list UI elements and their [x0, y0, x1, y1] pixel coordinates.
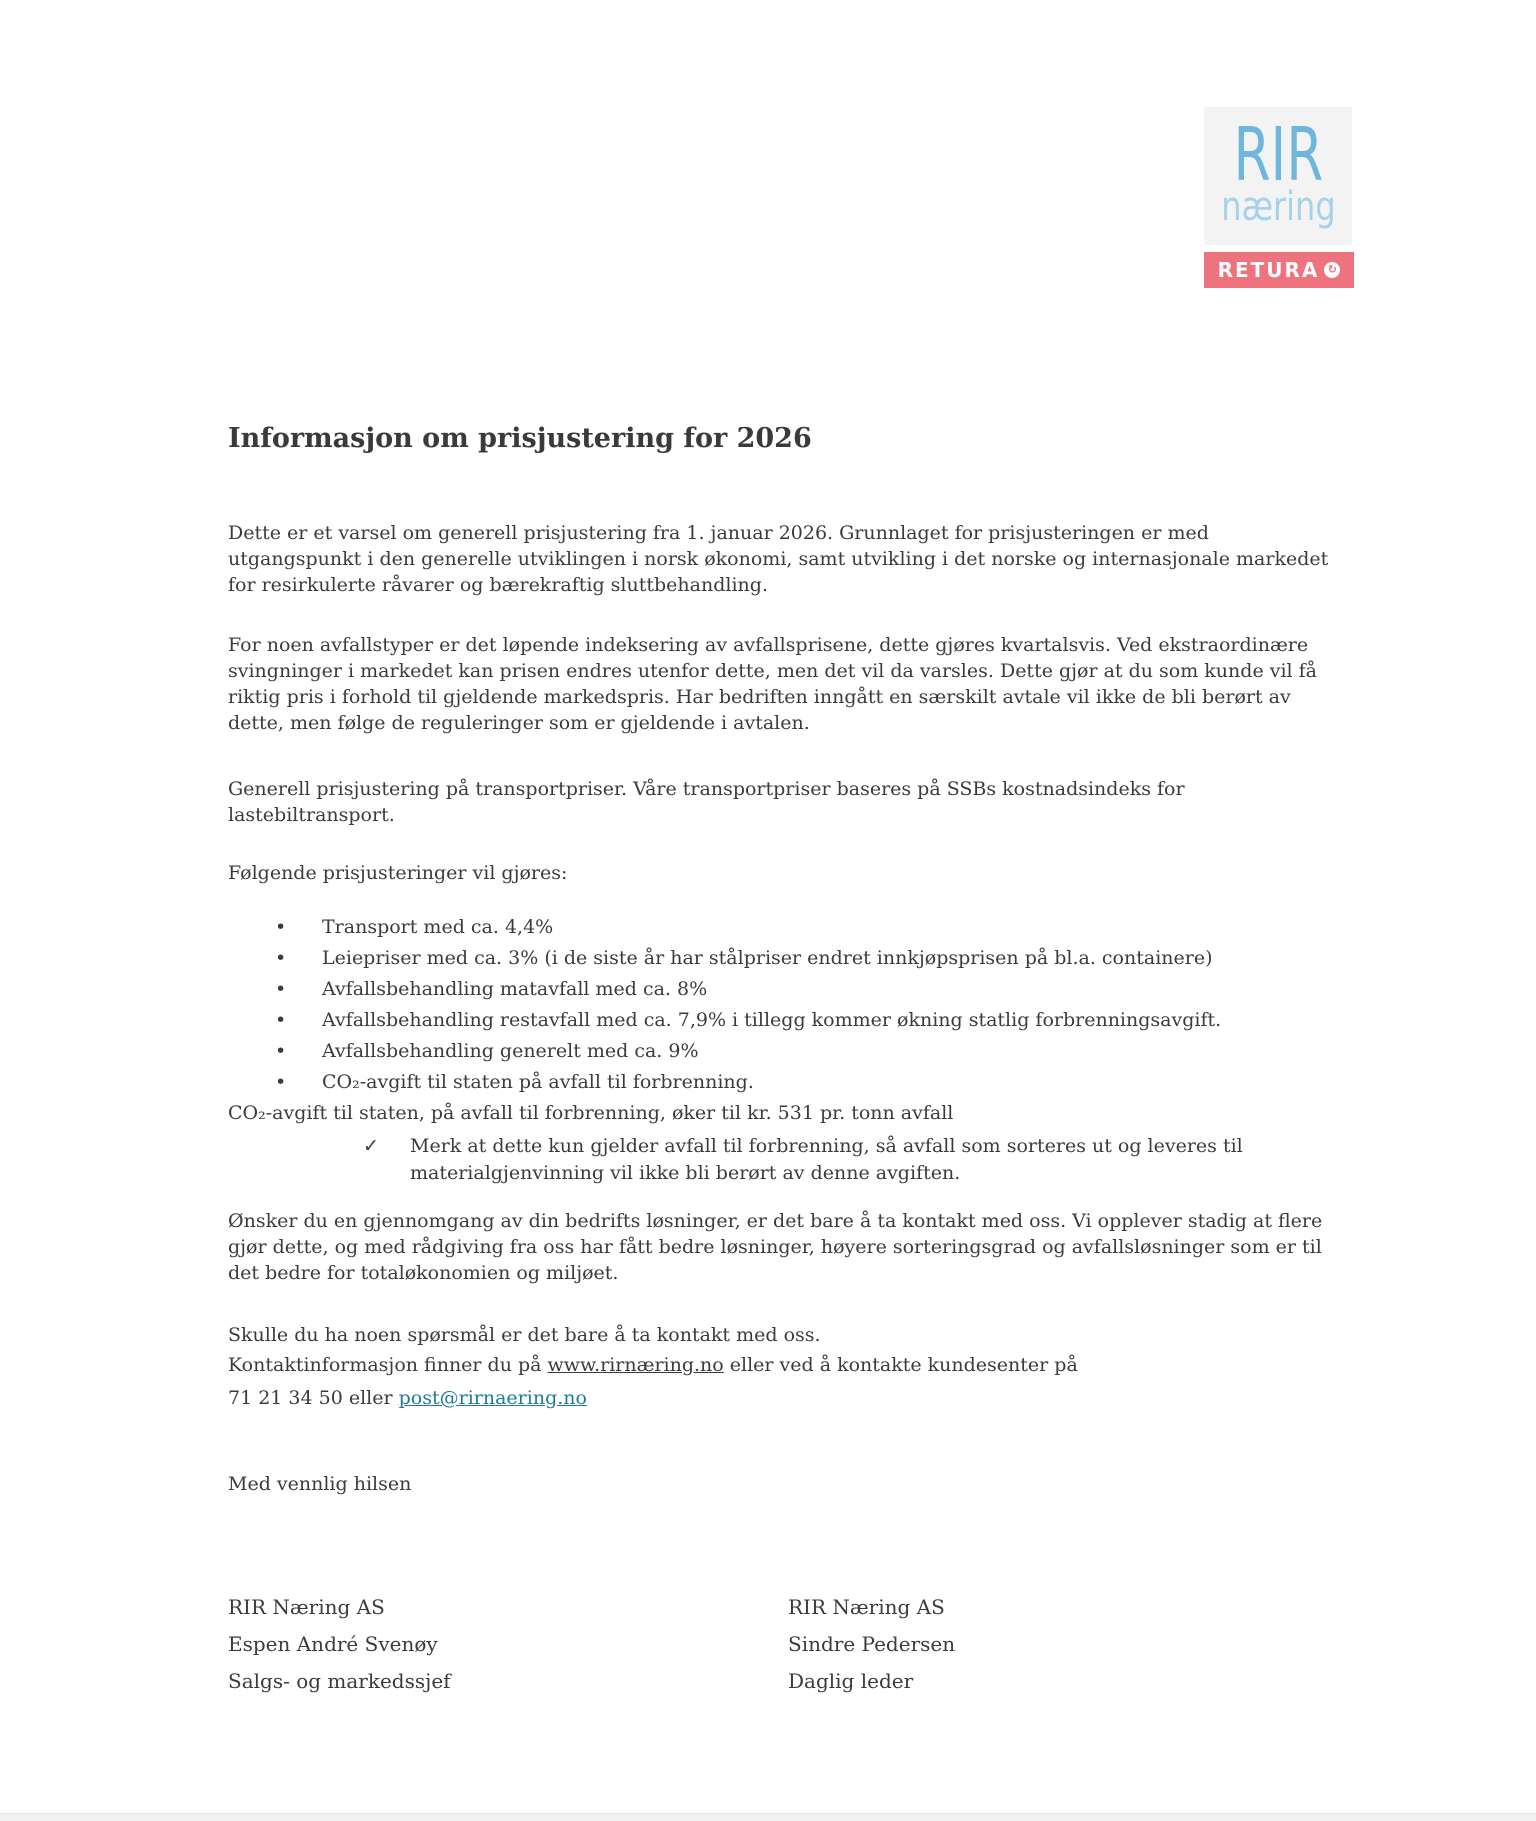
list-item — [228, 1036, 1348, 1067]
checkmark-icon: ✓ — [363, 1135, 379, 1157]
co2-tax-note: CO₂-avgift til staten, på avfall til forbrenning, øker til kr. 531 pr. tonn avfall — [228, 1102, 954, 1124]
signature-left — [228, 1589, 788, 1700]
signature-company: RIR Næring AS — [788, 1595, 945, 1619]
list-item-text: Transport med ca. 4,4% — [322, 916, 554, 938]
page-title: Informasjon om prisjustering for 2026 — [228, 423, 812, 454]
bullet-icon: • — [275, 1071, 287, 1093]
contact-info-prefix: Kontaktinformasjon finner du på — [228, 1354, 548, 1376]
check-note-text: Merk at dette kun gjelder avfall til forbrenning, så avfall som sorteres ut og leveres til materialgjenvinning vil ikke bli berørt av denne avgiften. — [410, 1135, 1243, 1184]
phone-number-text: 71 21 34 50 eller — [228, 1387, 399, 1409]
paragraph-indexing: For noen avfallstyper er det løpende indeksering av avfallsprisene, dette gjøres kvartalsvis. Ved ekstraordinære svingninger i markedet kan prisen endres utenfor dette, men det vil da varsles. Dette gjør at du som kunde vil få riktig pris i forhold til gjeldende markedspris. Har bedriften inngått en særskilt avtale vil ikke de bli berørt av dette, men følge de reguleringer som er gjeldende i avtalen. — [228, 634, 1318, 734]
bullet-icon: • — [275, 916, 287, 938]
list-item-text: Avfallsbehandling matavfall med ca. 8% — [322, 978, 708, 1000]
bullet-icon: • — [275, 947, 287, 969]
closing-salutation: Med vennlig hilsen — [228, 1473, 412, 1495]
paragraph-review-offer: Ønsker du en gjennomgang av din bedrifts løsninger, er det bare å ta kontakt med oss. Vi opplever stadig at flere gjør dette, og med rådgiving fra oss har fått bedre løsninger, høyere sorteringsgrad og avfallsløsninger som er til det bedre for totaløkonomien og miljøet. — [228, 1210, 1323, 1284]
list-intro: Følgende prisjusteringer vil gjøres: — [228, 862, 568, 884]
signature-name: Espen André Svenøy — [228, 1632, 438, 1656]
list-item — [228, 943, 1348, 974]
contact-line-info — [228, 1352, 1348, 1378]
paragraph-transport: Generell prisjustering på transportpriser. Våre transportpriser baseres på SSBs kostnadsindeks for lastebiltransport. — [228, 778, 1185, 826]
contact-line-phone — [228, 1385, 1348, 1411]
list-item — [228, 912, 1348, 943]
bullet-icon: • — [275, 978, 287, 1000]
paragraph-intro: Dette er et varsel om generell prisjustering fra 1. januar 2026. Grunnlaget for prisjusteringen er med utgangspunkt i den generelle utviklingen i norsk økonomi, samt utvikling i det norske og internasjonale markedet for resirkulerte råvarer og bærekraftig sluttbehandling. — [228, 522, 1329, 596]
list-item-text: CO₂-avgift til staten på avfall til forbrenning. — [322, 1071, 754, 1093]
rir-logo-text: RIR — [1233, 112, 1323, 198]
signature-right — [788, 1589, 1348, 1700]
bullet-icon: • — [275, 1040, 287, 1062]
bullet-icon: • — [275, 1009, 287, 1031]
rir-logo-subtext: næring — [1220, 184, 1336, 230]
signature-name: Sindre Pedersen — [788, 1632, 956, 1656]
retura-mark-icon: ↻ — [1324, 262, 1340, 278]
signature-role: Daglig leder — [788, 1669, 914, 1693]
list-item — [228, 1005, 1348, 1036]
email-link[interactable]: post@rirnaering.no — [398, 1387, 587, 1409]
signature-company: RIR Næring AS — [228, 1595, 385, 1619]
retura-logo-text: RETURA — [1217, 258, 1320, 282]
contact-info-suffix: eller ved å kontakte kundesenter på — [723, 1354, 1078, 1376]
letter-body — [228, 0, 1348, 1700]
list-item — [228, 1067, 1348, 1098]
contact-line-questions: Skulle du ha noen spørsmål er det bare å ta kontakt med oss. — [228, 1324, 821, 1346]
check-note-row — [228, 1133, 1348, 1187]
list-item-text: Leiepriser med ca. 3% (i de siste år har stålpriser endret innkjøpsprisen på bl.a. containere) — [322, 947, 1213, 969]
signature-role: Salgs- og markedssjef — [228, 1669, 451, 1693]
website-link[interactable]: www.rirnæring.no — [547, 1354, 724, 1376]
list-item-text: Avfallsbehandling restavfall med ca. 7,9% i tillegg kommer økning statlig forbrenningsavgift. — [322, 1009, 1222, 1031]
list-item — [228, 974, 1348, 1005]
signature-block — [228, 1589, 1348, 1700]
list-item-text: Avfallsbehandling generelt med ca. 9% — [322, 1040, 699, 1062]
price-adjustment-list — [228, 912, 1348, 1098]
